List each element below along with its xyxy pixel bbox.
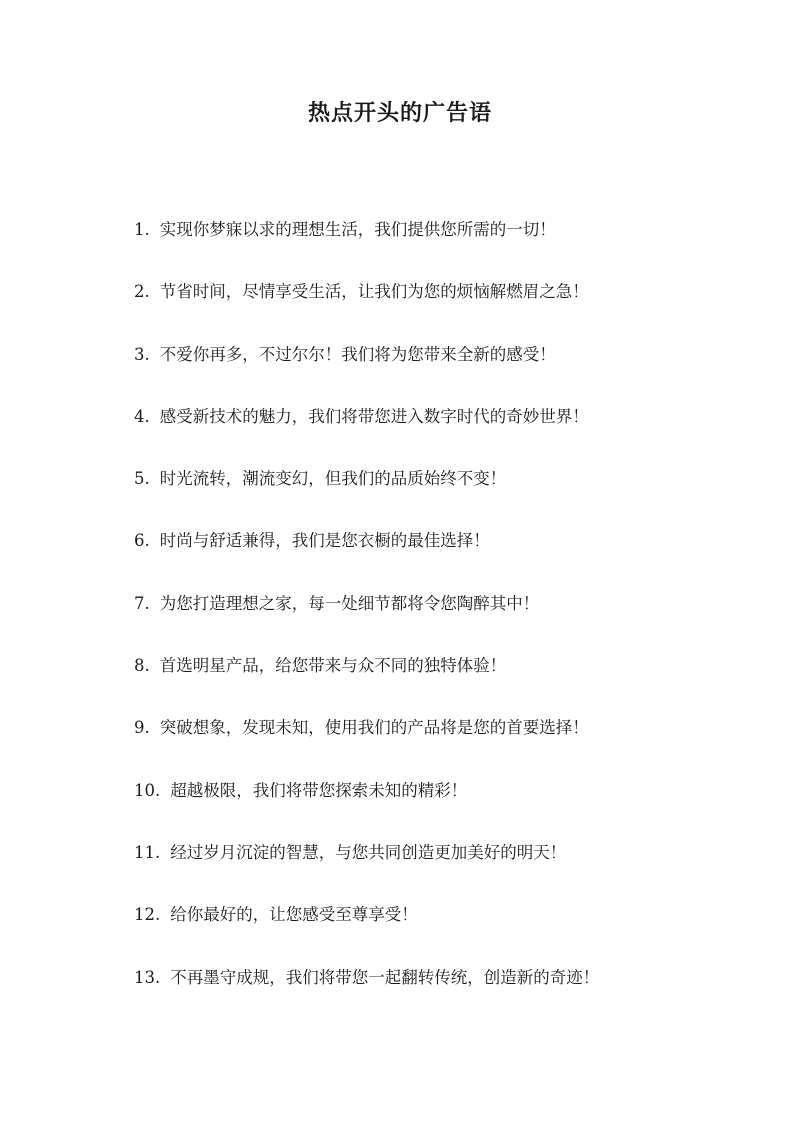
item-number: 3. bbox=[134, 344, 150, 364]
list-item bbox=[134, 214, 774, 246]
item-number: 13. bbox=[134, 967, 161, 987]
item-number: 11. bbox=[134, 842, 161, 862]
item-text: 为您打造理想之家，每一处细节都将令您陶醉其中！ bbox=[159, 593, 540, 613]
list-item bbox=[134, 962, 774, 994]
item-text: 突破想象，发现未知，使用我们的产品将是您的首要选择！ bbox=[159, 718, 589, 738]
item-text: 感受新技术的魅力，我们将带您进入数字时代的奇妙世界！ bbox=[159, 406, 589, 426]
item-text: 不爱你再多，不过尔尔！我们将为您带来全新的感受！ bbox=[159, 344, 556, 364]
list-item bbox=[134, 401, 774, 433]
item-number: 5. bbox=[134, 469, 150, 489]
item-text: 经过岁月沉淀的智慧，与您共同创造更加美好的明天！ bbox=[170, 842, 567, 862]
item-number: 12. bbox=[134, 905, 161, 925]
item-number: 6. bbox=[134, 531, 150, 551]
item-text: 给你最好的，让您感受至尊享受！ bbox=[170, 905, 418, 925]
item-text: 节省时间，尽情享受生活，让我们为您的烦恼解燃眉之急！ bbox=[159, 282, 589, 302]
list-item bbox=[134, 899, 774, 931]
list-item bbox=[134, 775, 774, 807]
list-item bbox=[134, 712, 774, 744]
item-text: 超越极限，我们将带您探索未知的精彩！ bbox=[170, 780, 468, 800]
item-number: 4. bbox=[134, 406, 150, 426]
item-text: 实现你梦寐以求的理想生活，我们提供您所需的一切！ bbox=[159, 220, 556, 239]
item-number: 10. bbox=[134, 780, 161, 800]
item-text: 时光流转，潮流变幻，但我们的品质始终不变！ bbox=[159, 469, 507, 489]
item-text: 时尚与舒适兼得，我们是您衣橱的最佳选择！ bbox=[159, 531, 490, 551]
list-item bbox=[134, 588, 774, 620]
item-number: 1. bbox=[134, 220, 150, 239]
item-number: 7. bbox=[134, 593, 150, 613]
list-item bbox=[134, 525, 774, 557]
list-item bbox=[134, 276, 774, 308]
list-item bbox=[134, 339, 774, 371]
item-text: 不再墨守成规，我们将带您一起翻转传统，创造新的奇迹！ bbox=[170, 967, 600, 987]
slogan-list bbox=[134, 214, 774, 1024]
list-item bbox=[134, 650, 774, 682]
list-item bbox=[134, 463, 774, 495]
list-item bbox=[134, 837, 774, 869]
item-number: 9. bbox=[134, 718, 150, 738]
item-text: 首选明星产品，给您带来与众不同的独特体验！ bbox=[159, 656, 507, 676]
document-title: 热点开头的广告语 bbox=[307, 100, 492, 126]
item-number: 2. bbox=[134, 282, 150, 302]
item-number: 8. bbox=[134, 656, 150, 676]
